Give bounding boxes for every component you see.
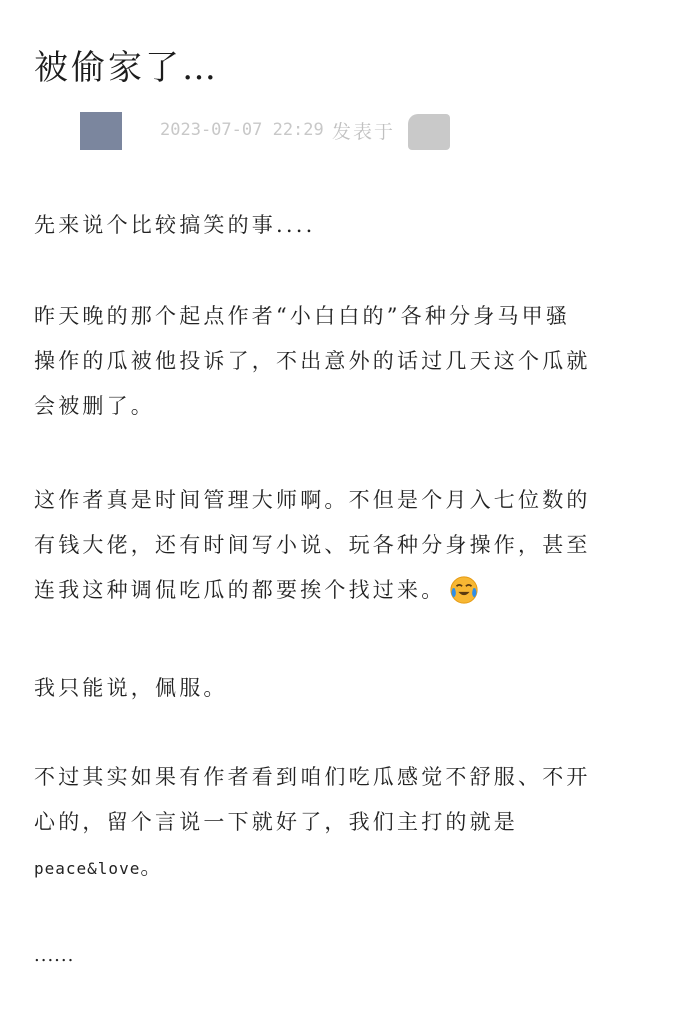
author-name-blurred[interactable] bbox=[408, 114, 450, 150]
post-timestamp: 2023-07-07 22:29 bbox=[160, 120, 324, 140]
paragraph-line: 会被删了。 bbox=[34, 394, 155, 418]
paragraph-line: 昨天晚的那个起点作者“小白白的”各种分身马甲骚 bbox=[34, 304, 571, 328]
crying-laughing-emoji-icon bbox=[449, 575, 479, 605]
peace-love-text: peace&love bbox=[34, 859, 141, 878]
paragraph-line: 这作者真是时间管理大师啊。不但是个月入七位数的 bbox=[34, 488, 591, 512]
paragraph-2 bbox=[34, 294, 664, 429]
avatar[interactable] bbox=[80, 112, 122, 150]
paragraph-line: 我只能说，佩服。 bbox=[34, 676, 228, 700]
paragraph-line: 不过其实如果有作者看到咱们吃瓜感觉不舒服、不开 bbox=[34, 765, 591, 789]
paragraph-3 bbox=[34, 478, 664, 613]
post-title: 被偷家了… bbox=[34, 48, 219, 88]
sentence-end: 。 bbox=[140, 855, 165, 879]
paragraph-line-text: 连我这种调侃吃瓜的都要挨个找过来。 bbox=[34, 578, 446, 602]
paragraph-line bbox=[34, 845, 664, 891]
post-meta bbox=[80, 112, 480, 152]
paragraph-4 bbox=[34, 666, 664, 711]
paragraph-line: 操作的瓜被他投诉了，不出意外的话过几天这个瓜就 bbox=[34, 349, 591, 373]
paragraph-line: 先来说个比较搞笑的事.... bbox=[34, 213, 316, 237]
post-author-label: 发表于 bbox=[332, 121, 396, 143]
paragraph-line: 心的，留个言说一下就好了，我们主打的就是 bbox=[34, 810, 518, 834]
paragraph-1 bbox=[34, 203, 664, 248]
paragraph-line-with-emoji bbox=[34, 568, 664, 613]
ending-ellipsis: ...... bbox=[34, 945, 75, 966]
paragraph-5 bbox=[34, 755, 664, 891]
paragraph-line: 有钱大佬，还有时间写小说、玩各种分身操作，甚至 bbox=[34, 533, 591, 557]
